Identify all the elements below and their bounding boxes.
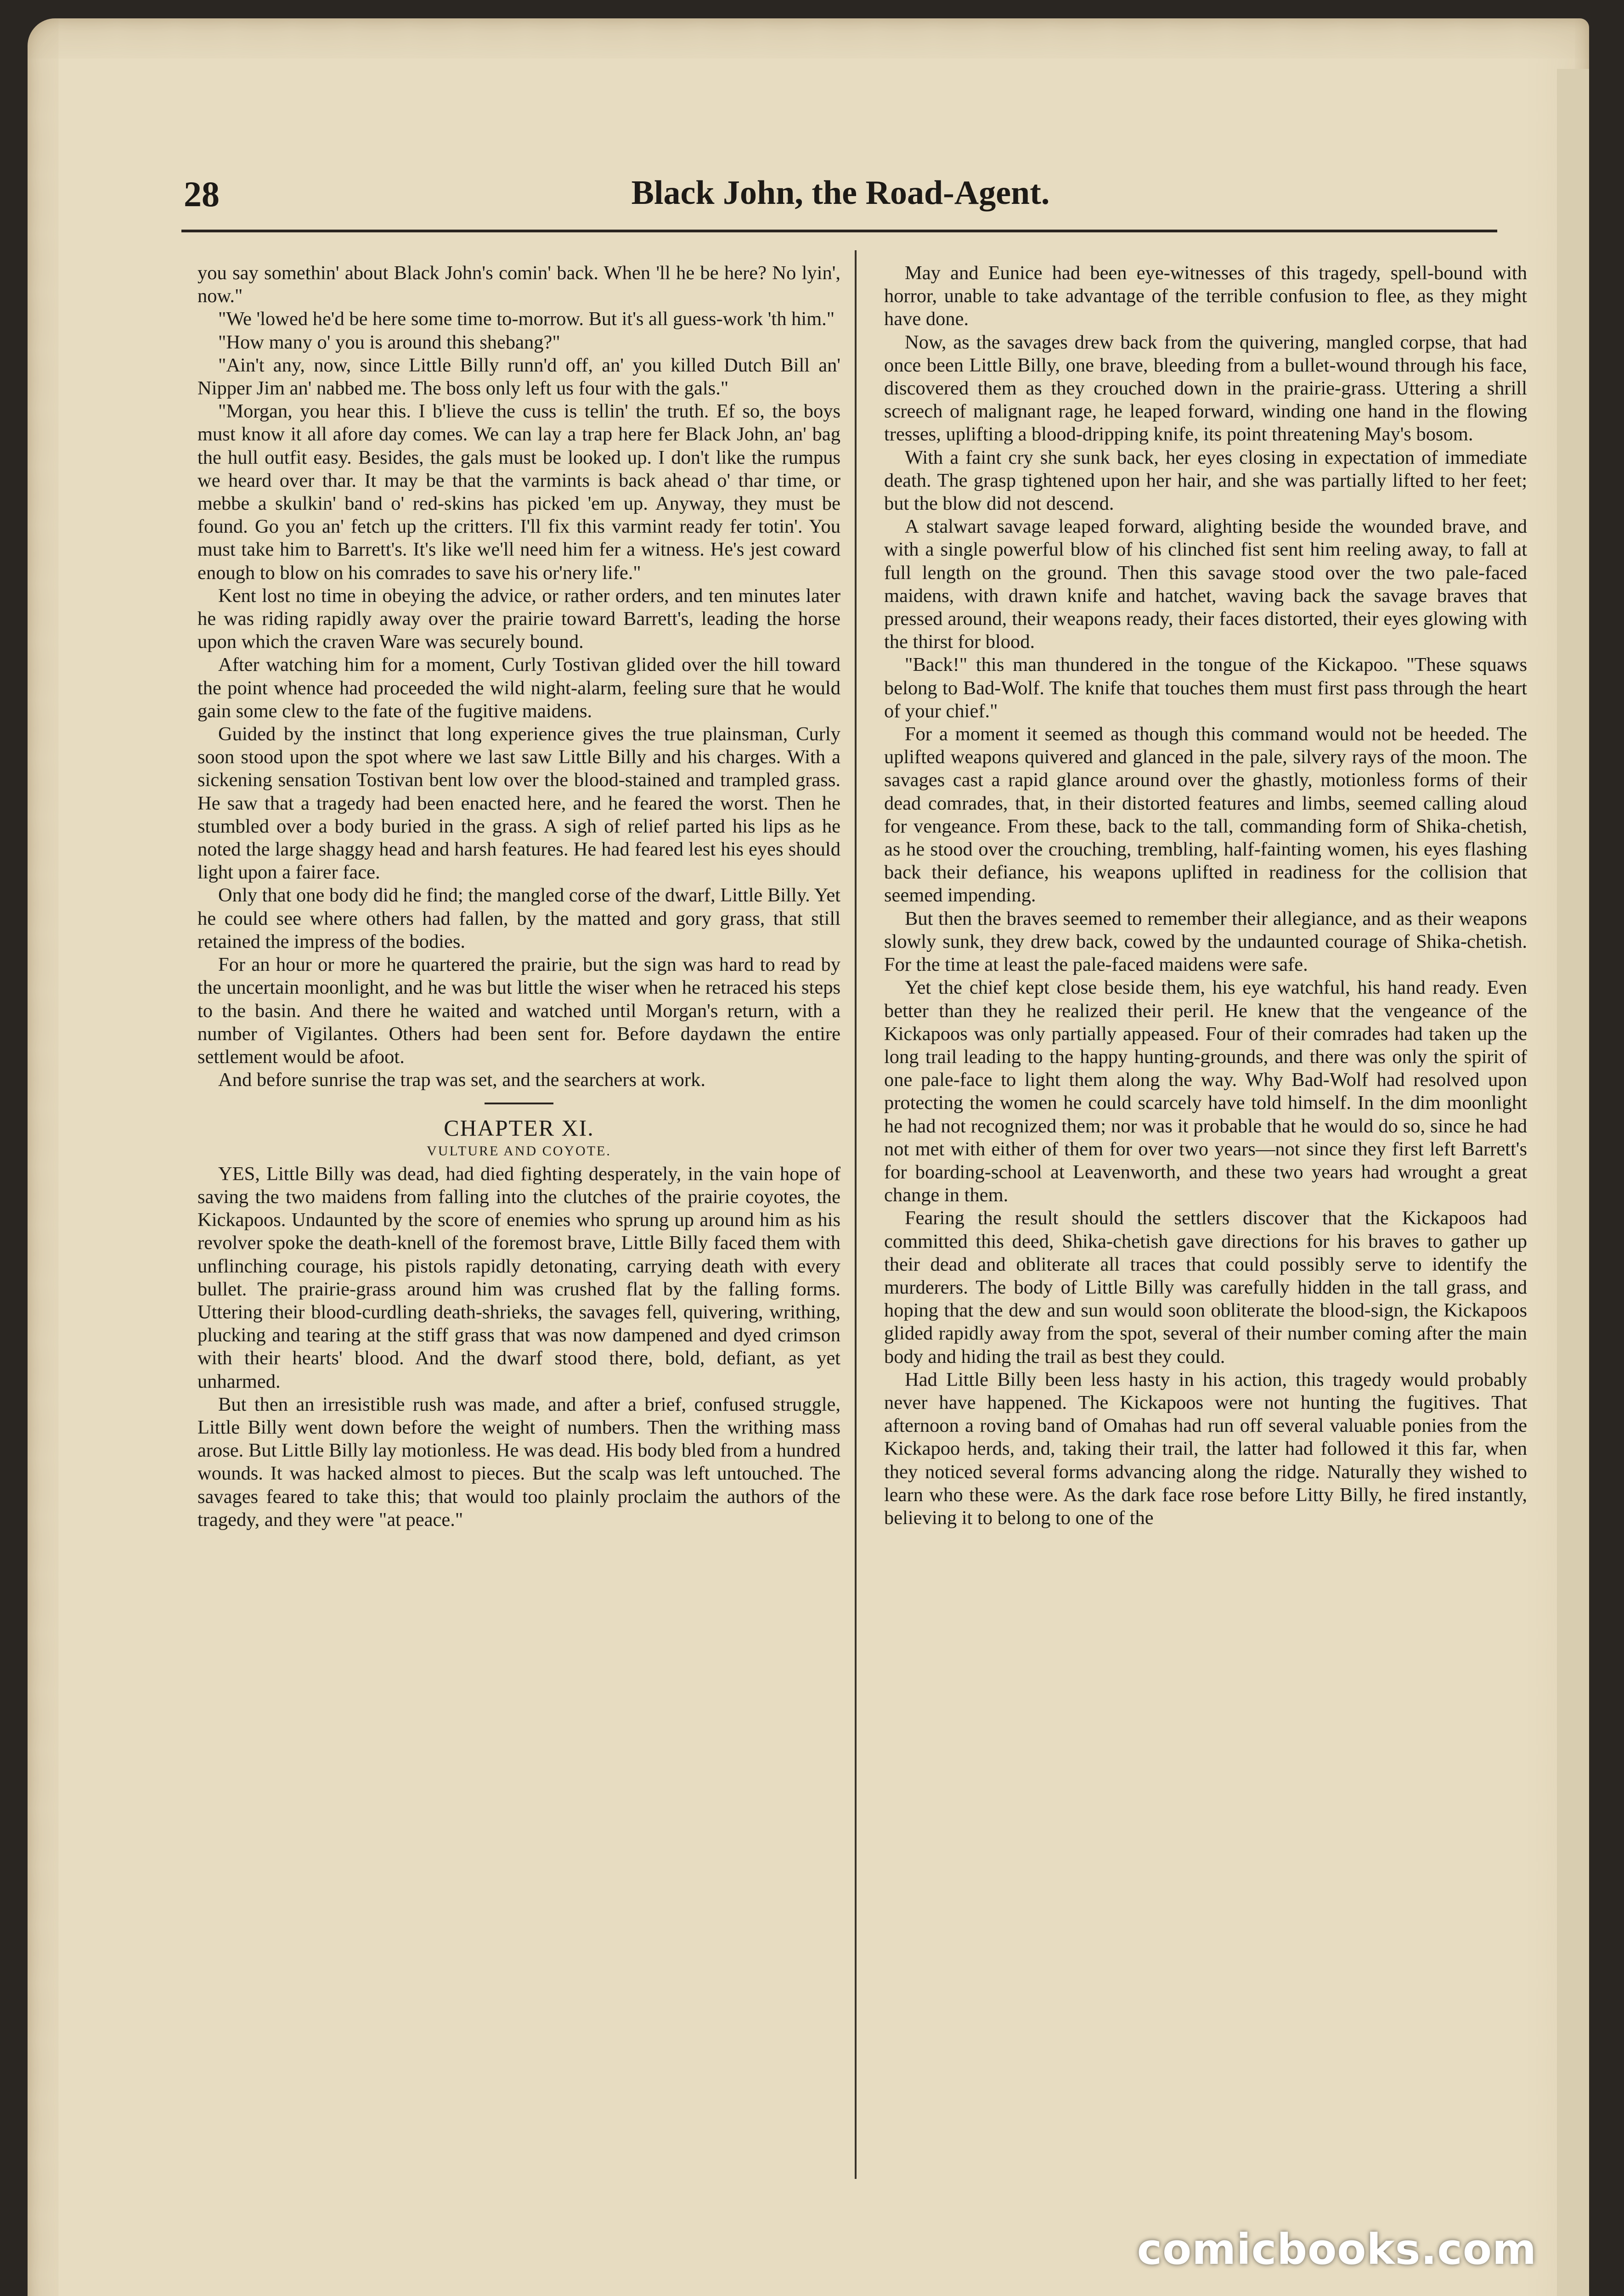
watermark-logo: comicbooks.com [1137, 2225, 1537, 2274]
paragraph: Fearing the result should the settlers discover that the Kickapoos had committed this deed, Shika-chetish gave directions for his braves to gather up their dead and obliterate all traces that could possibly serve to identify the murderers. The body of Little Billy was carefully hidden in the tall grass, and hoping that the dew and sun would soon obliterate the blood-sign, the Kickapoos glided rapidly away from the spot, several of their number coming after the main body and hiding the trail as best they could. [884, 1207, 1527, 1367]
paragraph: "Morgan, you hear this. I b'lieve the cuss is tellin' the truth. Ef so, the boys must know it all afore day comes. We can lay a trap here fer Black John, an' bag the hull outfit easy. Besides, the gals must be looked up. I don't like the rumpus we heard over thar. It may be that the varmints is back ahead o' thar time, or mebbe a skulkin' band o' red-skins has picked 'em up. Anyway, they must be found. Go you an' fetch up the critters. I'll fix this varmint ready fer totin'. You must take him to Barrett's. It's like we'll need him fer a witness. He's jest coward enough to blow on his comrades to save his or'nery life." [197, 400, 840, 584]
paragraph: Guided by the instinct that long experience gives the true plainsman, Curly soon stood upon the spot where we last saw Little Billy and his charges. With a sickening sensation Tostivan bent low over the blood-stained and trampled grass. He saw that a tragedy had been enacted here, and he feared the worst. Then he stumbled over a body buried in the grass. A sigh of relief parted his lips as he noted the large shaggy head and harsh features. He had feared lest his eyes should light upon a fairer face. [197, 723, 840, 884]
paragraph: "Back!" this man thundered in the tongue of the Kickapoo. "These squaws belong to Bad-Wolf. The knife that touches them must first pass through the heart of your chief." [884, 654, 1527, 722]
paragraph: "Ain't any, now, since Little Billy runn'd off, an' you killed Dutch Bill an' Nipper Jim an' nabbed me. The boss only left us four with the gals." [197, 354, 840, 400]
paragraph: YES, Little Billy was dead, had died fighting desperately, in the vain hope of saving the two maidens from falling into the clutches of the prairie coyotes, the Kickapoos. Undaunted by the score of enemies who sprung up around him as his revolver spoke the death-knell of the foremost brave, Little Billy faced them with unflinching courage, his pistols rapidly detonating, carrying death with every bullet. The prairie-grass around him was crushed flat by the falling forms. Uttering their blood-curdling death-shrieks, the savages fell, quivering, writhing, plucking and tearing at the stiff grass that was now dampened and dyed crimson with their hearts' blood. And the dwarf stood there, bold, defiant, as yet unharmed. [197, 1163, 840, 1392]
header-rule [181, 230, 1497, 232]
section-separator [485, 1103, 553, 1104]
paragraph: For an hour or more he quartered the prairie, but the sign was hard to read by the uncertain moonlight, and he was but little the wiser when he retraced his steps to the basin. And there he waited and watched until Morgan's return, with a number of Vigilantes. Others had been sent for. Before daydawn the entire settlement would be afoot. [197, 954, 840, 1068]
paragraph: But then the braves seemed to remember their allegiance, and as their weapons slowly sunk, they drew back, cowed by the undaunted courage of Shika-chetish. For the time at least the pale-faced maidens were safe. [884, 907, 1527, 976]
paragraph: "We 'lowed he'd be here some time to-morrow. But it's all guess-work 'th him." [218, 308, 835, 330]
paragraph: you say somethin' about Black John's comin' back. When 'll he be here? No lyin', now." [197, 262, 840, 307]
paragraph: Yet the chief kept close beside them, his eye watchful, his hand ready. Even better than they he realized their peril. He knew that the vengeance of the Kickapoos was only partially appeased. Four of their comrades had taken up the long trail leading to the happy hunting-grounds, and there was only the spirit of one pale-face to light them along the way. Why Bad-Wolf had resolved upon protecting the women he could scarcely have told himself. In the dim moonlight he had not recognized them; nor was it probable that he would do so, since he had not met with either of them for over two years—not since they first left Barrett's for boarding-school at Leavenworth, and these two years had wrought a great change in them. [884, 977, 1527, 1206]
paragraph: With a faint cry she sunk back, her eyes closing in expectation of immediate death. The grasp tightened upon her hair, and she was partially lifted to her feet; but the blow did not descend. [884, 446, 1527, 515]
page-number: 28 [184, 174, 220, 214]
column-divider [855, 250, 857, 2179]
left-column [197, 262, 840, 2172]
paragraph: A stalwart savage leaped forward, alighting beside the wounded brave, and with a single powerful blow of his clinched fist sent him reeling away, to fall at full length on the ground. Then this savage stood over the two pale-faced maidens, with drawn knife and hatchet, waving back the savage braves that pressed around, their weapons ready, their faces distorted, their eyes glowing with the thirst for blood. [884, 516, 1527, 653]
paragraph: But then an irresistible rush was made, and after a brief, confused struggle, Little Billy went down before the weight of numbers. Then the writhing mass arose. But Little Billy lay motionless. He was dead. His body bled from a hundred wounds. It was hacked almost to pieces. But the scalp was left untouched. The savages feared to take this; that would too plainly proclaim the authors of the tragedy, and they were "at peace." [197, 1393, 840, 1531]
paragraph: Kent lost no time in obeying the advice, or rather orders, and ten minutes later he was riding rapidly away over the prairie toward Barrett's, leading the horse upon which the craven Ware was securely bound. [197, 585, 840, 653]
running-header [184, 174, 1497, 224]
paragraph: "How many o' you is around this shebang?" [218, 331, 560, 353]
paragraph: Had Little Billy been less hasty in his action, this tragedy would probably never have happened. The Kickapoos were not hunting the fugitives. That afternoon a roving band of Omahas had run off several valuable ponies from the Kickapoo herds, and, taking their trail, the latter had followed it this far, when they noticed several forms advancing along the ridge. Naturally they wished to learn who these were. As the dark face rose before Litty Billy, he fired instantly, believing it to belong to one of the [884, 1368, 1527, 1529]
paragraph: After watching him for a moment, Curly Tostivan glided over the hill toward the point whence had proceeded the wild night-alarm, feeling sure that he would gain some clew to the fate of the fugitive maidens. [197, 654, 840, 722]
chapter-heading: CHAPTER XI. [444, 1115, 594, 1141]
right-column [884, 262, 1527, 2172]
chapter-subtitle: VULTURE AND COYOTE. [427, 1143, 611, 1159]
paragraph: Now, as the savages drew back from the quivering, mangled corpse, that had once been Little Billy, one brave, bleeding from a bullet-wound through his face, discovered them as they crouched down in the prairie-grass. Uttering a shrill screech of malignant rage, he leaped forward, winding one hand in the flowing tresses, uplifting a blood-dripping knife, its point threatening May's bosom. [884, 331, 1527, 445]
page-edge [1557, 69, 1589, 2296]
paragraph: Only that one body did he find; the mangled corse of the dwarf, Little Billy. Yet he could see where others had fallen, by the matted and gory grass, that still retained the impress of the bodies. [197, 884, 840, 952]
paragraph: And before sunrise the trap was set, and the searchers at work. [218, 1069, 705, 1091]
running-title: Black John, the Road-Agent. [631, 174, 1050, 212]
paragraph: May and Eunice had been eye-witnesses of this tragedy, spell-bound with horror, unable to take advantage of the terrible confusion to flee, as they might have done. [884, 262, 1527, 330]
paragraph: For a moment it seemed as though this command would not be heeded. The uplifted weapons quivered and glanced in the pale, silvery rays of the moon. The savages cast a rapid glance around over the ghastly, motionless forms of their dead comrades, that, in their distorted features and limbs, seemed calling aloud for vengeance. From these, back to the tall, commanding form of Shika-chetish, as he stood over the crouching, trembling, half-fainting women, his eyes flashing back their defiance, his weapons uplifted in readiness for the collision that seemed impending. [884, 723, 1527, 906]
